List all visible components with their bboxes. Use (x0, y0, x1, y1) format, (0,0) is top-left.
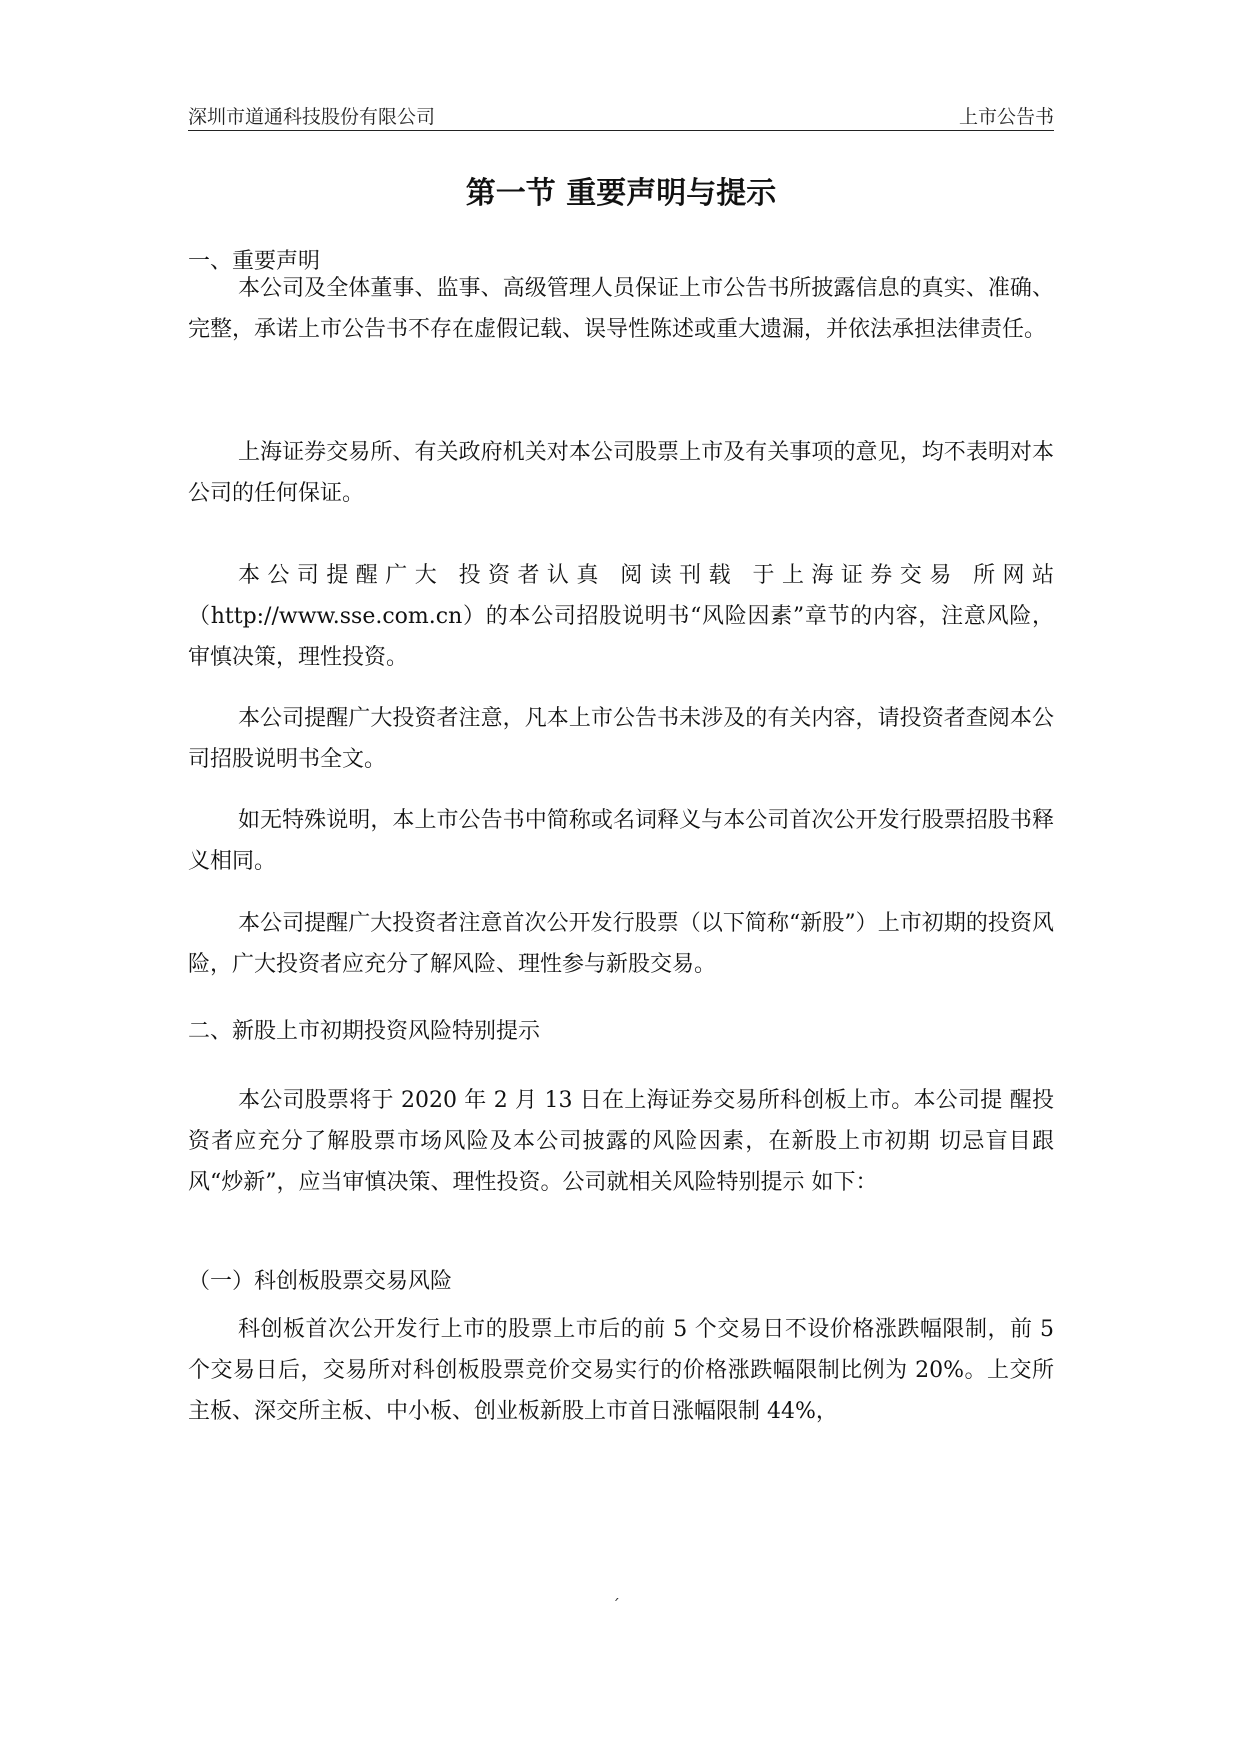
page-header (188, 98, 1054, 131)
paragraph: 本公司提醒广大投资者注意，凡本上市公告书未涉及的有关内容，请投资者查阅本公司招股说明书全文。 (188, 706, 1054, 772)
paragraph: 本公司提醒广大投资者注意首次公开发行股票（以下简称“新股”）上市初期的投资风险，广大投资者应充分了解风险、理性参与新股交易。 (188, 911, 1054, 977)
page-title: 第一节 重要声明与提示 (465, 176, 777, 211)
page-number: ´ (612, 1596, 620, 1615)
header-company-name: 深圳市道通科技股份有限公司 (188, 106, 436, 128)
paragraph: 如无特殊说明，本上市公告书中简称或名词释义与本公司首次公开发行股票招股书释义相同。 (188, 808, 1054, 874)
subsection-heading-trading-risk: （一）科创板股票交易风险 (188, 1269, 453, 1294)
paragraph: 本公司提醒广大 投资者认真 阅读刊载 于上海证券交易 所网站（http://www.sse.com.cn）的本公司招股说明书“风险因素”章节的内容，注意风险，审慎决策，理性投资。 (188, 563, 1054, 670)
paragraph: 本公司股票将于 2020 年 2 月 13 日在上海证券交易所科创板上市。本公司提 醒投资者应充分了解股票市场风险及本公司披露的风险因素，在新股上市初期 切忌盲目跟风“炒新”，应当审慎决策、理性投资。公司就相关风险特别提示 如下： (188, 1088, 1054, 1195)
paragraph: 科创板首次公开发行上市的股票上市后的前 5 个交易日不设价格涨跌幅限制，前 5 个交易日后，交易所对科创板股票竞价交易实行的价格涨跌幅限制比例为 20%。上交所主板、深交所主板、中小板、创业板新股上市首日涨幅限制 44%， (188, 1317, 1054, 1424)
section-heading-risk-notice: 二、新股上市初期投资风险特别提示 (188, 1019, 541, 1044)
header-document-type: 上市公告书 (958, 106, 1054, 128)
paragraph: 本公司及全体董事、监事、高级管理人员保证上市公告书所披露信息的真实、准确、完整，承诺上市公告书不存在虚假记载、误导性陈述或重大遗漏，并依法承担法律责任。 (188, 276, 1054, 342)
section-heading-important-statement: 一、重要声明 (188, 249, 321, 274)
paragraph: 上海证券交易所、有关政府机关对本公司股票上市及有关事项的意见，均不表明对本公司的任何保证。 (188, 440, 1054, 506)
